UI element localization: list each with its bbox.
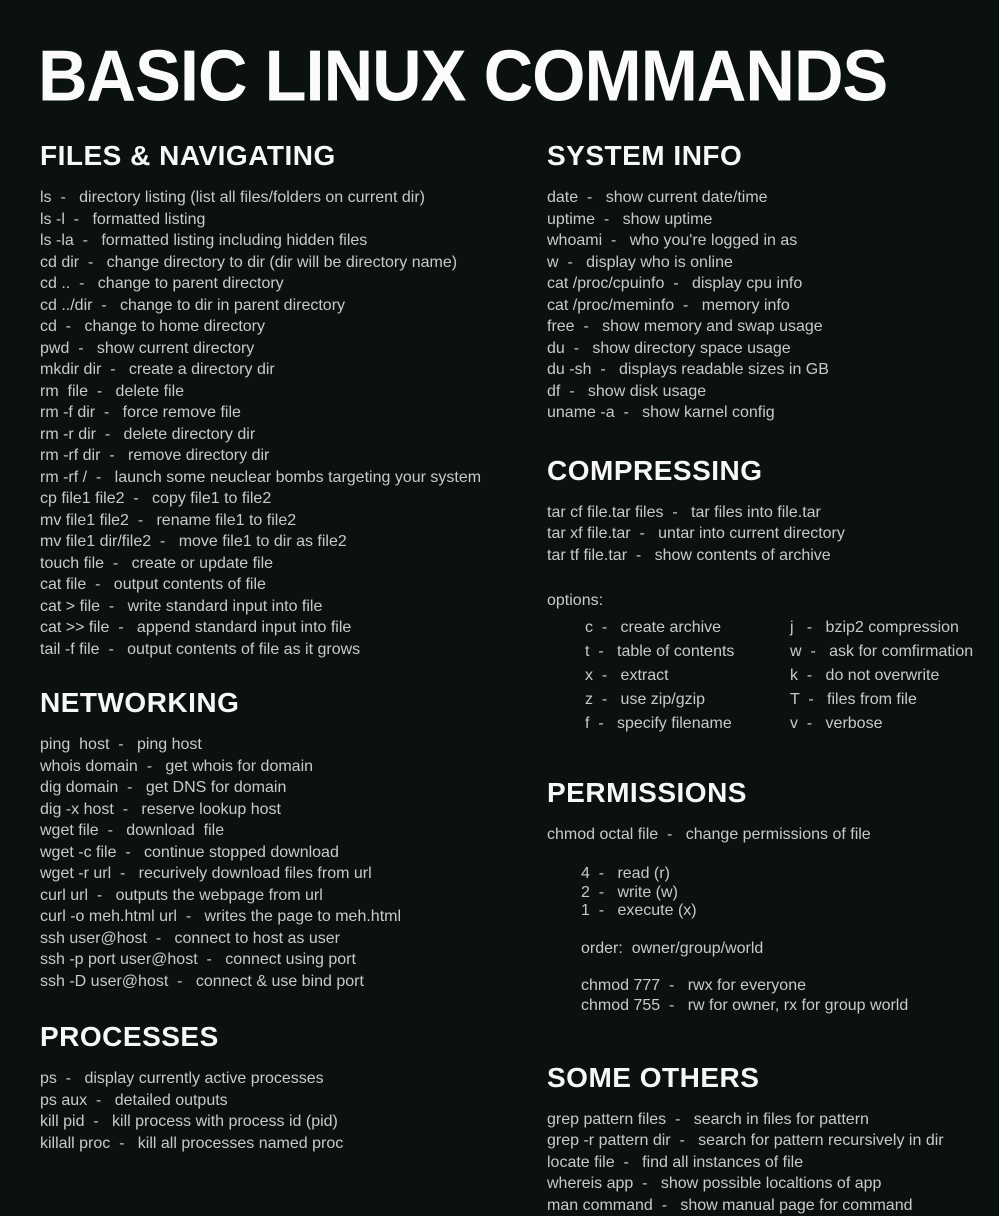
octal-line: 1 - execute (x) — [581, 902, 977, 921]
command-line: ls -l - formatted listing — [40, 209, 518, 231]
command-line: ping host - ping host — [40, 734, 518, 756]
option-line: k - do not overwrite — [790, 664, 977, 688]
section-heading-system-info: SYSTEM INFO — [547, 140, 977, 172]
option-line: T - files from file — [790, 688, 977, 712]
octal-line: 4 - read (r) — [581, 865, 977, 884]
command-line: rm -r dir - delete directory dir — [40, 424, 518, 446]
command-line: mv file1 dir/file2 - move file1 to dir as file2 — [40, 531, 518, 553]
command-line: cat file - output contents of file — [40, 574, 518, 596]
tar-options-block — [547, 590, 977, 736]
command-line: cd - change to home directory — [40, 316, 518, 338]
command-line: cat /proc/meminfo - memory info — [547, 295, 977, 317]
command-line: cd ../dir - change to dir in parent directory — [40, 295, 518, 317]
networking-command-list — [40, 734, 518, 992]
tar-options-right-column — [790, 616, 977, 736]
command-line: cd .. - change to parent directory — [40, 273, 518, 295]
command-line: date - show current date/time — [547, 187, 977, 209]
command-line: uname -a - show karnel config — [547, 402, 977, 424]
command-line: cat >> file - append standard input into file — [40, 617, 518, 639]
option-line: w - ask for comfirmation — [790, 640, 977, 664]
command-line: du -sh - displays readable sizes in GB — [547, 359, 977, 381]
command-line: ps - display currently active processes — [40, 1068, 518, 1090]
options-label: options: — [547, 590, 977, 612]
command-line: ssh user@host - connect to host as user — [40, 928, 518, 950]
command-line: curl -o meh.html url - writes the page to meh.html — [40, 906, 518, 928]
command-line: free - show memory and swap usage — [547, 316, 977, 338]
chmod-intro-line: chmod octal file - change permissions of file — [547, 824, 977, 846]
section-heading-networking: NETWORKING — [40, 687, 518, 719]
command-line: cat /proc/cpuinfo - display cpu info — [547, 273, 977, 295]
option-line: x - extract — [585, 664, 790, 688]
command-line: ls -la - formatted listing including hidden files — [40, 230, 518, 252]
command-line: tar cf file.tar files - tar files into file.tar — [547, 502, 977, 524]
command-line: wget -r url - recurively download files from url — [40, 863, 518, 885]
octal-values-list — [547, 865, 977, 921]
command-line: kill pid - kill process with process id (pid) — [40, 1111, 518, 1133]
section-heading-some-others: SOME OTHERS — [547, 1062, 977, 1094]
command-line: curl url - outputs the webpage from url — [40, 885, 518, 907]
section-permissions — [547, 777, 977, 1016]
processes-command-list — [40, 1068, 518, 1154]
command-line: grep pattern files - search in files for pattern — [547, 1109, 977, 1131]
command-line: killall proc - kill all processes named proc — [40, 1133, 518, 1155]
system-info-command-list — [547, 187, 977, 424]
chmod-example-line: chmod 777 - rwx for everyone — [581, 976, 977, 996]
section-heading-files: FILES & NAVIGATING — [40, 140, 518, 172]
command-line: whois domain - get whois for domain — [40, 756, 518, 778]
command-line: dig -x host - reserve lookup host — [40, 799, 518, 821]
section-system-info — [547, 140, 977, 424]
command-line: rm file - delete file — [40, 381, 518, 403]
command-line: man command - show manual page for command — [547, 1195, 977, 1216]
command-line: tar tf file.tar - show contents of archive — [547, 545, 977, 567]
tar-options-grid — [547, 616, 977, 736]
right-column — [547, 140, 977, 1216]
command-line: rm -rf dir - remove directory dir — [40, 445, 518, 467]
section-files-navigating — [40, 140, 518, 660]
command-line: dig domain - get DNS for domain — [40, 777, 518, 799]
section-heading-compressing: COMPRESSING — [547, 455, 977, 487]
section-heading-processes: PROCESSES — [40, 1021, 518, 1053]
section-compressing — [547, 455, 977, 737]
files-command-list — [40, 187, 518, 660]
page-title: BASIC LINUX COMMANDS — [38, 34, 887, 117]
command-line: du - show directory space usage — [547, 338, 977, 360]
command-line: cat > file - write standard input into file — [40, 596, 518, 618]
option-line: t - table of contents — [585, 640, 790, 664]
command-line: ps aux - detailed outputs — [40, 1090, 518, 1112]
command-line: ls - directory listing (list all files/folders on current dir) — [40, 187, 518, 209]
option-line: v - verbose — [790, 712, 977, 736]
command-line: ssh -D user@host - connect & use bind port — [40, 971, 518, 993]
command-line: whoami - who you're logged in as — [547, 230, 977, 252]
left-column — [40, 140, 518, 1154]
command-line: wget -c file - continue stopped download — [40, 842, 518, 864]
some-others-command-list — [547, 1109, 977, 1216]
command-line: w - display who is online — [547, 252, 977, 274]
command-line: touch file - create or update file — [40, 553, 518, 575]
section-processes — [40, 1021, 518, 1154]
command-line: ssh -p port user@host - connect using port — [40, 949, 518, 971]
command-line: mkdir dir - create a directory dir — [40, 359, 518, 381]
option-line: z - use zip/gzip — [585, 688, 790, 712]
option-line: j - bzip2 compression — [790, 616, 977, 640]
section-networking — [40, 687, 518, 992]
option-line: c - create archive — [585, 616, 790, 640]
command-line: wget file - download file — [40, 820, 518, 842]
option-line: f - specify filename — [585, 712, 790, 736]
permission-order-line: order: owner/group/world — [547, 938, 977, 959]
tar-options-left-column — [585, 616, 790, 736]
command-line: cp file1 file2 - copy file1 to file2 — [40, 488, 518, 510]
octal-line: 2 - write (w) — [581, 884, 977, 903]
section-some-others — [547, 1062, 977, 1216]
command-line: tar xf file.tar - untar into current directory — [547, 523, 977, 545]
compressing-command-list — [547, 502, 977, 567]
command-line: uptime - show uptime — [547, 209, 977, 231]
chmod-example-line: chmod 755 - rw for owner, rx for group world — [581, 996, 977, 1016]
command-line: df - show disk usage — [547, 381, 977, 403]
command-line: mv file1 file2 - rename file1 to file2 — [40, 510, 518, 532]
command-line: pwd - show current directory — [40, 338, 518, 360]
command-line: whereis app - show possible localtions of app — [547, 1173, 977, 1195]
command-line: rm -rf / - launch some neuclear bombs targeting your system — [40, 467, 518, 489]
section-heading-permissions: PERMISSIONS — [547, 777, 977, 809]
command-line: grep -r pattern dir - search for pattern recursively in dir — [547, 1130, 977, 1152]
command-line: locate file - find all instances of file — [547, 1152, 977, 1174]
command-line: rm -f dir - force remove file — [40, 402, 518, 424]
chmod-examples-list — [547, 976, 977, 1016]
command-line: tail -f file - output contents of file as it grows — [40, 639, 518, 661]
command-line: cd dir - change directory to dir (dir will be directory name) — [40, 252, 518, 274]
